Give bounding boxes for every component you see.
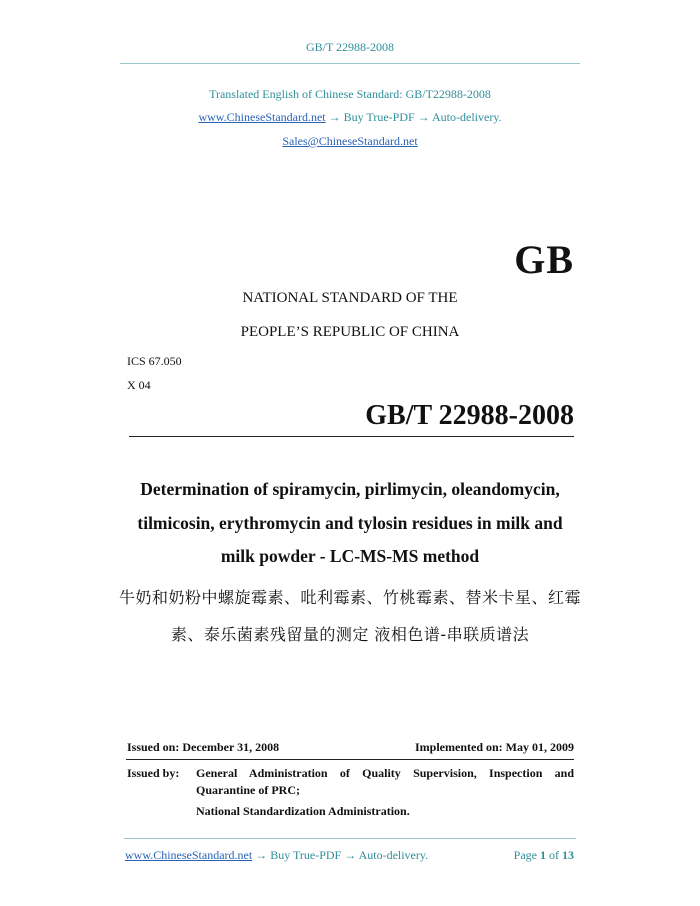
banner-buy-text: → Buy True-PDF → Auto-delivery. (328, 110, 502, 124)
issued-by-label: Issued by: (127, 766, 180, 780)
banner-links-line (0, 110, 700, 125)
classification-code: X 04 (127, 378, 151, 392)
footer-buy-text: → Buy True-PDF → Auto-delivery. (255, 848, 429, 862)
national-standard-line1: NATIONAL STANDARD OF THE (242, 290, 458, 306)
footer-divider (124, 838, 576, 839)
code-divider (129, 436, 574, 437)
banner-translation-line: Translated English of Chinese Standard: GB/T22988-2008 (209, 87, 491, 101)
issued-on-date: Issued on: December 31, 2008 (127, 740, 280, 754)
implemented-on-date: Implemented on: May 01, 2009 (415, 740, 574, 754)
footer-links (125, 848, 428, 863)
page-number: 1 (540, 848, 546, 862)
chinese-title-line-2: 素、泰乐菌素残留量的测定 液相色谱-串联质谱法 (170, 625, 530, 644)
header-standard-code: GB/T 22988-2008 (305, 40, 395, 54)
page-label: Page (513, 848, 537, 862)
issued-by-line-1: General Administration of Quality Supervision, Inspection and (196, 766, 574, 780)
page-indicator (514, 848, 574, 863)
banner-email-line (0, 134, 700, 149)
title-line-2: tilmicosin, erythromycin and tylosin residues in milk and (137, 513, 563, 533)
gb-mark: GB (514, 237, 574, 282)
header-divider (120, 63, 580, 64)
ics-code: ICS 67.050 (127, 354, 182, 368)
national-standard-line2: PEOPLE’S REPUBLIC OF CHINA (240, 324, 460, 340)
chinese-title-line-1: 牛奶和奶粉中螺旋霉素、吡利霉素、竹桃霉素、替米卡星、红霉 (118, 588, 581, 607)
footer-site-link[interactable]: www.ChineseStandard.net (125, 848, 253, 862)
banner-email-link[interactable]: Sales@ChineseStandard.net (282, 134, 418, 148)
page-total: 13 (562, 848, 574, 862)
title-line-1: Determination of spiramycin, pirlimycin, oleandomycin, (140, 479, 560, 499)
title-line-3: milk powder - LC-MS-MS method (220, 546, 480, 566)
dates-divider (126, 759, 574, 760)
standard-code: GB/T 22988-2008 (365, 400, 574, 431)
issued-by-line-3: National Standardization Administration. (196, 804, 410, 818)
page-of-label: of (549, 848, 559, 862)
banner-site-link[interactable]: www.ChineseStandard.net (198, 110, 326, 124)
issued-by-line-2: Quarantine of PRC; (196, 783, 300, 797)
